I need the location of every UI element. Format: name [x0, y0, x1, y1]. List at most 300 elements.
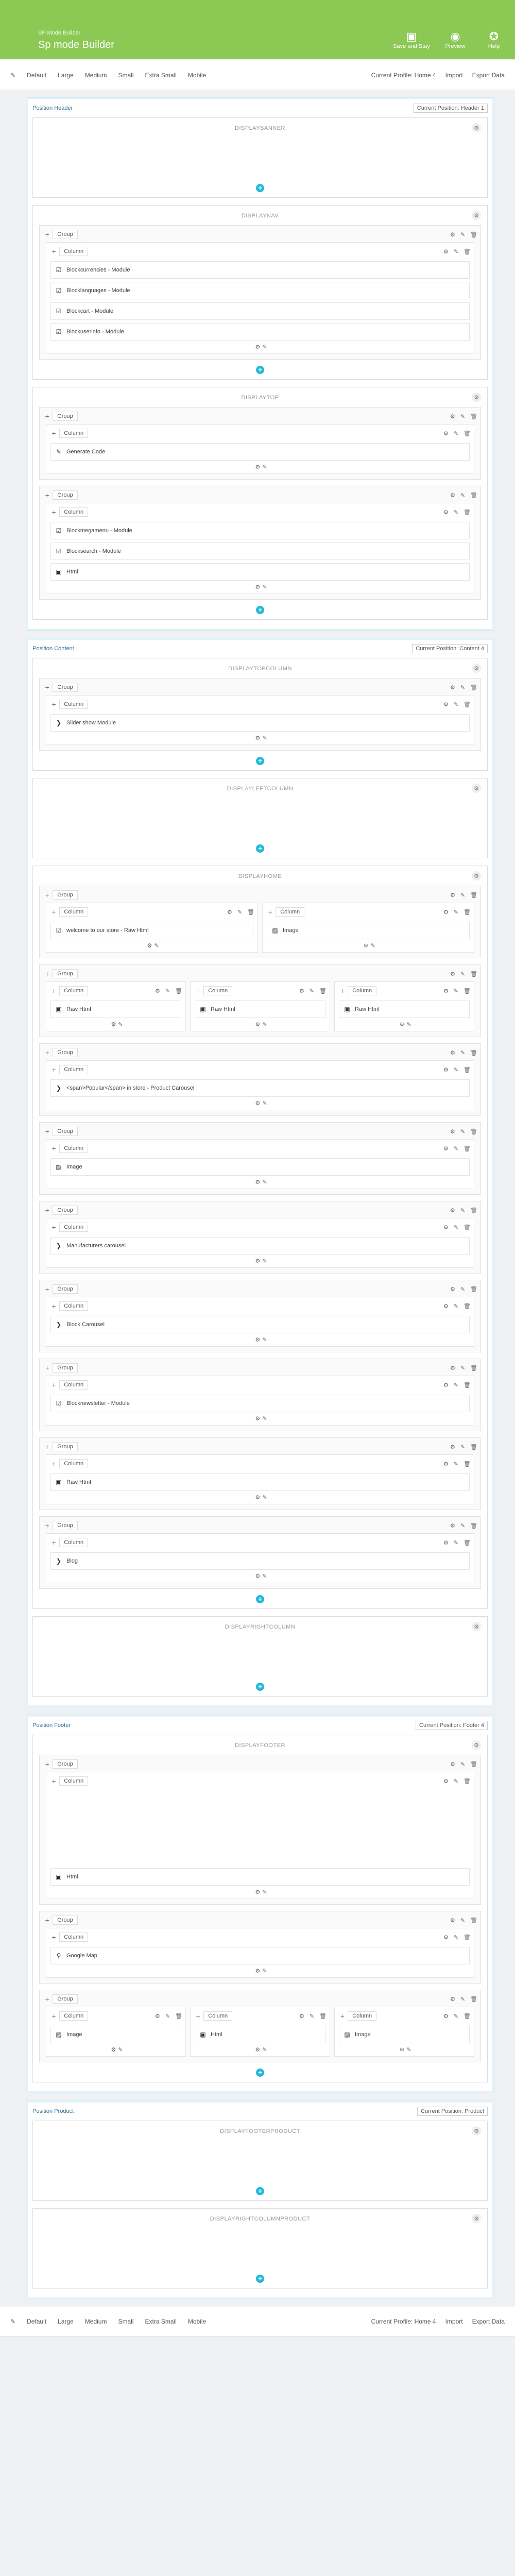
group-dropdown[interactable]: Group	[53, 1363, 78, 1372]
add-column-icon[interactable]: +	[52, 1066, 57, 1073]
module-item[interactable]	[50, 302, 470, 320]
import-button[interactable]: Import	[445, 71, 463, 79]
module-item[interactable]	[50, 1237, 470, 1255]
add-module-icon[interactable]: ⚙	[255, 1968, 261, 1974]
group-gear-icon[interactable]: ⚙	[450, 231, 455, 238]
group-dropdown[interactable]: Group	[53, 683, 78, 692]
add-column-icon[interactable]: +	[340, 2012, 345, 2020]
column-gear-icon[interactable]: ⚙	[443, 1066, 449, 1073]
edit-column-icon[interactable]: ✎	[406, 2046, 411, 2053]
device-large[interactable]: Large	[58, 2317, 74, 2325]
add-group-icon[interactable]: +	[45, 1443, 50, 1450]
add-hook-group-button[interactable]: +	[256, 1683, 264, 1691]
column-gear-icon[interactable]: ⚙	[227, 908, 232, 916]
group-trash-icon[interactable]: 🗑	[470, 684, 477, 691]
module-item[interactable]	[50, 1947, 470, 1964]
column-edit-icon[interactable]: ✎	[453, 987, 459, 994]
group-edit-icon[interactable]: ✎	[460, 492, 466, 499]
add-group-icon[interactable]: +	[45, 970, 50, 977]
group-edit-icon[interactable]: ✎	[460, 1443, 466, 1450]
column-trash-icon[interactable]: 🗑	[464, 1302, 471, 1310]
module-item[interactable]	[50, 1316, 470, 1333]
module-item[interactable]	[50, 1158, 470, 1176]
device-medium[interactable]: Medium	[84, 2317, 107, 2325]
edit-column-icon[interactable]: ✎	[262, 584, 267, 590]
module-item[interactable]	[50, 1473, 470, 1491]
edit-column-icon[interactable]: ✎	[262, 344, 267, 350]
add-column-icon[interactable]: +	[52, 1539, 57, 1546]
position-select[interactable]: Current Position: Product	[417, 2107, 488, 2116]
edit-icon[interactable]: ✎	[10, 2317, 16, 2325]
edit-column-icon[interactable]: ✎	[370, 942, 375, 949]
add-column-icon[interactable]: +	[340, 987, 345, 994]
add-hook-group-button[interactable]: +	[256, 1595, 264, 1603]
group-gear-icon[interactable]: ⚙	[450, 970, 455, 977]
edit-column-icon[interactable]: ✎	[262, 1968, 267, 1974]
add-column-icon[interactable]: +	[52, 908, 57, 916]
add-group-icon[interactable]: +	[45, 1049, 50, 1056]
group-gear-icon[interactable]: ⚙	[450, 1522, 455, 1529]
edit-column-icon[interactable]: ✎	[262, 2046, 267, 2053]
add-column-icon[interactable]: +	[52, 1777, 57, 1785]
group-edit-icon[interactable]: ✎	[460, 1364, 466, 1371]
column-dropdown[interactable]: Column	[59, 1776, 88, 1786]
column-edit-icon[interactable]: ✎	[165, 2012, 170, 2020]
column-dropdown[interactable]: Column	[59, 1144, 88, 1153]
group-gear-icon[interactable]: ⚙	[450, 1760, 455, 1768]
group-trash-icon[interactable]: 🗑	[470, 1128, 477, 1135]
edit-column-icon[interactable]: ✎	[262, 464, 267, 470]
column-edit-icon[interactable]: ✎	[453, 1066, 459, 1073]
module-item[interactable]	[50, 563, 470, 581]
device-medium[interactable]: Medium	[84, 71, 107, 79]
column-trash-icon[interactable]: 🗑	[464, 509, 471, 516]
column-gear-icon[interactable]: ⚙	[443, 1777, 449, 1785]
module-item[interactable]	[50, 1552, 470, 1570]
column-edit-icon[interactable]: ✎	[453, 2012, 459, 2020]
add-column-icon[interactable]: +	[52, 430, 57, 437]
group-edit-icon[interactable]: ✎	[460, 413, 466, 420]
add-hook-group-button[interactable]: +	[256, 757, 264, 765]
position-select[interactable]: Current Position: Header 1	[414, 104, 488, 113]
column-trash-icon[interactable]: 🗑	[464, 1066, 471, 1073]
column-trash-icon[interactable]: 🗑	[464, 2012, 471, 2020]
column-edit-icon[interactable]: ✎	[453, 430, 459, 437]
column-edit-icon[interactable]: ✎	[453, 248, 459, 255]
column-trash-icon[interactable]: 🗑	[464, 1145, 471, 1152]
add-module-icon[interactable]: ⚙	[255, 1021, 261, 1028]
group-edit-icon[interactable]: ✎	[460, 1049, 466, 1056]
add-module-icon[interactable]: ⚙	[255, 1258, 261, 1264]
add-group-icon[interactable]: +	[45, 684, 50, 691]
column-dropdown[interactable]: Column	[59, 700, 88, 709]
save-and-stay-button[interactable]: ▣ Save and Stay	[391, 30, 432, 49]
module-item[interactable]	[50, 261, 470, 279]
group-edit-icon[interactable]: ✎	[460, 684, 466, 691]
group-trash-icon[interactable]: 🗑	[470, 1522, 477, 1529]
add-module-icon[interactable]: ⚙	[255, 1494, 261, 1501]
add-module-icon[interactable]: ⚙	[255, 1415, 261, 1422]
column-edit-icon[interactable]: ✎	[453, 1224, 459, 1231]
column-trash-icon[interactable]: 🗑	[464, 1381, 471, 1388]
device-small[interactable]: Small	[118, 2317, 134, 2325]
column-dropdown[interactable]: Column	[59, 429, 88, 438]
add-module-icon[interactable]: ⚙	[255, 344, 261, 350]
group-dropdown[interactable]: Group	[53, 1759, 78, 1769]
add-module-icon[interactable]: ⚙	[363, 942, 369, 949]
column-trash-icon[interactable]: 🗑	[464, 908, 471, 916]
group-edit-icon[interactable]: ✎	[460, 970, 466, 977]
column-gear-icon[interactable]: ⚙	[443, 1145, 449, 1152]
column-gear-icon[interactable]: ⚙	[443, 1539, 449, 1546]
group-dropdown[interactable]: Group	[53, 412, 78, 421]
group-edit-icon[interactable]: ✎	[460, 231, 466, 238]
column-gear-icon[interactable]: ⚙	[299, 2012, 304, 2020]
hook-settings-icon[interactable]: ⚙	[472, 123, 481, 132]
column-edit-icon[interactable]: ✎	[453, 1934, 459, 1941]
add-hook-group-button[interactable]: +	[256, 606, 264, 614]
column-gear-icon[interactable]: ⚙	[443, 701, 449, 708]
column-edit-icon[interactable]: ✎	[453, 509, 459, 516]
device-mobile[interactable]: Mobile	[187, 71, 207, 79]
group-gear-icon[interactable]: ⚙	[450, 413, 455, 420]
group-trash-icon[interactable]: 🗑	[470, 492, 477, 499]
module-item[interactable]	[339, 1001, 470, 1018]
device-extra-small[interactable]: Extra Small	[145, 71, 177, 79]
group-gear-icon[interactable]: ⚙	[450, 1285, 455, 1293]
module-item[interactable]	[50, 282, 470, 299]
hook-settings-icon[interactable]: ⚙	[472, 664, 481, 673]
add-column-icon[interactable]: +	[52, 1934, 57, 1941]
column-dropdown[interactable]: Column	[203, 2011, 232, 2021]
hook-settings-icon[interactable]: ⚙	[472, 211, 481, 220]
column-dropdown[interactable]: Column	[203, 986, 232, 995]
group-dropdown[interactable]: Group	[53, 1284, 78, 1294]
group-trash-icon[interactable]: 🗑	[470, 1443, 477, 1450]
add-group-icon[interactable]: +	[45, 231, 50, 238]
preview-button[interactable]: ◉ Preview	[435, 30, 475, 49]
add-column-icon[interactable]: +	[52, 1460, 57, 1467]
add-column-icon[interactable]: +	[52, 248, 57, 255]
group-gear-icon[interactable]: ⚙	[450, 1207, 455, 1214]
profile-select[interactable]: Current Profile: Home 4	[371, 71, 436, 79]
column-dropdown[interactable]: Column	[59, 1538, 88, 1547]
add-group-icon[interactable]: +	[45, 1364, 50, 1371]
device-mobile[interactable]: Mobile	[187, 2317, 207, 2325]
device-extra-small[interactable]: Extra Small	[145, 2317, 177, 2325]
import-button[interactable]: Import	[445, 2317, 463, 2325]
edit-column-icon[interactable]: ✎	[262, 1573, 267, 1580]
column-dropdown[interactable]: Column	[59, 2011, 88, 2021]
group-dropdown[interactable]: Group	[53, 230, 78, 239]
module-item[interactable]	[50, 443, 470, 461]
group-gear-icon[interactable]: ⚙	[450, 1995, 455, 2003]
column-edit-icon[interactable]: ✎	[453, 1777, 459, 1785]
module-item[interactable]	[50, 1001, 181, 1018]
add-group-icon[interactable]: +	[45, 1917, 50, 1924]
module-item[interactable]	[267, 922, 470, 939]
device-large[interactable]: Large	[58, 71, 74, 79]
position-select[interactable]: Current Position: Footer 4	[416, 1721, 488, 1730]
group-dropdown[interactable]: Group	[53, 1048, 78, 1057]
group-trash-icon[interactable]: 🗑	[470, 1364, 477, 1371]
device-small[interactable]: Small	[118, 71, 134, 79]
module-item[interactable]	[50, 714, 470, 732]
column-dropdown[interactable]: Column	[59, 507, 88, 517]
add-group-icon[interactable]: +	[45, 1285, 50, 1293]
column-trash-icon[interactable]: 🗑	[464, 1777, 471, 1785]
module-item[interactable]	[195, 1001, 325, 1018]
column-gear-icon[interactable]: ⚙	[443, 1460, 449, 1467]
group-dropdown[interactable]: Group	[53, 1206, 78, 1215]
edit-column-icon[interactable]: ✎	[262, 1258, 267, 1264]
group-dropdown[interactable]: Group	[53, 1521, 78, 1530]
add-group-icon[interactable]: +	[45, 1207, 50, 1214]
column-gear-icon[interactable]: ⚙	[443, 248, 449, 255]
position-select[interactable]: Current Position: Content 4	[412, 644, 488, 653]
column-gear-icon[interactable]: ⚙	[154, 987, 160, 994]
export-button[interactable]: Export Data	[472, 2317, 505, 2325]
add-hook-group-button[interactable]: +	[256, 2069, 264, 2077]
column-trash-icon[interactable]: 🗑	[175, 987, 182, 994]
group-trash-icon[interactable]: 🗑	[470, 1760, 477, 1768]
column-trash-icon[interactable]: 🗑	[464, 1460, 471, 1467]
group-dropdown[interactable]: Group	[53, 1994, 78, 2004]
edit-icon[interactable]: ✎	[10, 71, 16, 79]
export-button[interactable]: Export Data	[472, 71, 505, 79]
group-edit-icon[interactable]: ✎	[460, 891, 466, 899]
edit-column-icon[interactable]: ✎	[262, 1494, 267, 1501]
group-edit-icon[interactable]: ✎	[460, 1917, 466, 1924]
column-edit-icon[interactable]: ✎	[453, 701, 459, 708]
column-gear-icon[interactable]: ⚙	[443, 987, 449, 994]
module-item[interactable]	[50, 1395, 470, 1412]
column-gear-icon[interactable]: ⚙	[443, 1224, 449, 1231]
column-gear-icon[interactable]: ⚙	[443, 1302, 449, 1310]
column-dropdown[interactable]: Column	[276, 907, 304, 917]
add-column-icon[interactable]: +	[52, 1302, 57, 1310]
module-item[interactable]	[50, 1868, 470, 1886]
group-gear-icon[interactable]: ⚙	[450, 684, 455, 691]
group-trash-icon[interactable]: 🗑	[470, 1995, 477, 2003]
column-dropdown[interactable]: Column	[59, 1065, 88, 1074]
column-trash-icon[interactable]: 🗑	[464, 430, 471, 437]
add-group-icon[interactable]: +	[45, 1995, 50, 2003]
group-edit-icon[interactable]: ✎	[460, 1207, 466, 1214]
add-column-icon[interactable]: +	[52, 1145, 57, 1152]
group-gear-icon[interactable]: ⚙	[450, 1917, 455, 1924]
group-edit-icon[interactable]: ✎	[460, 1995, 466, 2003]
add-module-icon[interactable]: ⚙	[255, 1100, 261, 1107]
module-item[interactable]	[195, 2026, 325, 2043]
edit-column-icon[interactable]: ✎	[154, 942, 159, 949]
add-module-icon[interactable]: ⚙	[255, 464, 261, 470]
column-edit-icon[interactable]: ✎	[165, 987, 170, 994]
help-button[interactable]: ✪ Help	[474, 30, 514, 49]
add-module-icon[interactable]: ⚙	[111, 1021, 116, 1028]
device-default[interactable]: Default	[27, 2317, 47, 2325]
device-default[interactable]: Default	[27, 71, 47, 79]
edit-column-icon[interactable]: ✎	[406, 1021, 411, 1028]
column-dropdown[interactable]: Column	[59, 1380, 88, 1389]
hook-settings-icon[interactable]: ⚙	[472, 1622, 481, 1631]
add-module-icon[interactable]: ⚙	[255, 1179, 261, 1185]
edit-column-icon[interactable]: ✎	[262, 735, 267, 741]
column-trash-icon[interactable]: 🗑	[319, 2012, 327, 2020]
add-column-icon[interactable]: +	[196, 2012, 201, 2020]
module-item[interactable]	[50, 543, 470, 560]
add-group-icon[interactable]: +	[45, 1760, 50, 1768]
edit-column-icon[interactable]: ✎	[262, 1336, 267, 1343]
column-dropdown[interactable]: Column	[348, 2011, 376, 2021]
column-gear-icon[interactable]: ⚙	[443, 1934, 449, 1941]
add-column-icon[interactable]: +	[52, 2012, 57, 2020]
group-gear-icon[interactable]: ⚙	[450, 1443, 455, 1450]
group-edit-icon[interactable]: ✎	[460, 1760, 466, 1768]
module-item[interactable]	[50, 922, 253, 939]
column-dropdown[interactable]: Column	[59, 986, 88, 995]
column-dropdown[interactable]: Column	[59, 1933, 88, 1942]
group-edit-icon[interactable]: ✎	[460, 1285, 466, 1293]
add-module-icon[interactable]: ⚙	[255, 735, 261, 741]
column-gear-icon[interactable]: ⚙	[443, 430, 449, 437]
module-item[interactable]	[50, 1079, 470, 1097]
add-module-icon[interactable]: ⚙	[111, 2046, 116, 2053]
add-module-icon[interactable]: ⚙	[147, 942, 152, 949]
group-edit-icon[interactable]: ✎	[460, 1128, 466, 1135]
add-column-icon[interactable]: +	[52, 509, 57, 516]
group-gear-icon[interactable]: ⚙	[450, 1364, 455, 1371]
column-edit-icon[interactable]: ✎	[453, 1460, 459, 1467]
group-gear-icon[interactable]: ⚙	[450, 492, 455, 499]
column-dropdown[interactable]: Column	[59, 1301, 88, 1311]
add-column-icon[interactable]: +	[52, 1224, 57, 1231]
hook-settings-icon[interactable]: ⚙	[472, 784, 481, 793]
add-hook-group-button[interactable]: +	[256, 366, 264, 374]
hook-settings-icon[interactable]: ⚙	[472, 393, 481, 402]
column-edit-icon[interactable]: ✎	[309, 2012, 315, 2020]
edit-column-icon[interactable]: ✎	[118, 2046, 123, 2053]
group-trash-icon[interactable]: 🗑	[470, 1049, 477, 1056]
group-trash-icon[interactable]: 🗑	[470, 970, 477, 977]
add-group-icon[interactable]: +	[45, 413, 50, 420]
group-dropdown[interactable]: Group	[53, 890, 78, 900]
group-trash-icon[interactable]: 🗑	[470, 1285, 477, 1293]
add-column-icon[interactable]: +	[196, 987, 201, 994]
column-dropdown[interactable]: Column	[348, 986, 376, 995]
add-column-icon[interactable]: +	[52, 987, 57, 994]
add-module-icon[interactable]: ⚙	[255, 1573, 261, 1580]
module-item[interactable]	[50, 2026, 181, 2043]
hook-settings-icon[interactable]: ⚙	[472, 871, 481, 880]
add-group-icon[interactable]: +	[45, 492, 50, 499]
add-module-icon[interactable]: ⚙	[399, 2046, 405, 2053]
module-item[interactable]	[50, 323, 470, 341]
add-hook-group-button[interactable]: +	[256, 184, 264, 192]
edit-column-icon[interactable]: ✎	[262, 1415, 267, 1422]
column-gear-icon[interactable]: ⚙	[443, 509, 449, 516]
column-gear-icon[interactable]: ⚙	[443, 908, 449, 916]
column-edit-icon[interactable]: ✎	[453, 1302, 459, 1310]
edit-column-icon[interactable]: ✎	[262, 1021, 267, 1028]
group-gear-icon[interactable]: ⚙	[450, 1049, 455, 1056]
column-edit-icon[interactable]: ✎	[453, 908, 459, 916]
column-gear-icon[interactable]: ⚙	[443, 1381, 449, 1388]
column-trash-icon[interactable]: 🗑	[464, 1539, 471, 1546]
column-gear-icon[interactable]: ⚙	[154, 2012, 160, 2020]
column-dropdown[interactable]: Column	[59, 1223, 88, 1232]
column-trash-icon[interactable]: 🗑	[464, 701, 471, 708]
group-dropdown[interactable]: Group	[53, 969, 78, 978]
add-module-icon[interactable]: ⚙	[255, 2046, 261, 2053]
module-item[interactable]	[50, 522, 470, 539]
group-trash-icon[interactable]: 🗑	[470, 231, 477, 238]
group-dropdown[interactable]: Group	[53, 1127, 78, 1136]
add-group-icon[interactable]: +	[45, 891, 50, 899]
hook-settings-icon[interactable]: ⚙	[472, 1740, 481, 1750]
add-column-icon[interactable]: +	[52, 1381, 57, 1388]
profile-select[interactable]: Current Profile: Home 4	[371, 2317, 436, 2325]
edit-column-icon[interactable]: ✎	[262, 1889, 267, 1895]
column-edit-icon[interactable]: ✎	[453, 1381, 459, 1388]
add-hook-group-button[interactable]: +	[256, 2187, 264, 2195]
add-module-icon[interactable]: ⚙	[255, 584, 261, 590]
add-hook-group-button[interactable]: +	[256, 2275, 264, 2283]
column-trash-icon[interactable]: 🗑	[464, 1934, 471, 1941]
add-module-icon[interactable]: ⚙	[399, 1021, 405, 1028]
column-dropdown[interactable]: Column	[59, 1459, 88, 1468]
group-edit-icon[interactable]: ✎	[460, 1522, 466, 1529]
column-gear-icon[interactable]: ⚙	[443, 2012, 449, 2020]
hook-settings-icon[interactable]: ⚙	[472, 2214, 481, 2223]
column-dropdown[interactable]: Column	[59, 247, 88, 256]
column-edit-icon[interactable]: ✎	[453, 1145, 459, 1152]
group-trash-icon[interactable]: 🗑	[470, 1207, 477, 1214]
add-module-icon[interactable]: ⚙	[255, 1889, 261, 1895]
add-group-icon[interactable]: +	[45, 1522, 50, 1529]
add-module-icon[interactable]: ⚙	[255, 1336, 261, 1343]
column-trash-icon[interactable]: 🗑	[464, 1224, 471, 1231]
column-edit-icon[interactable]: ✎	[237, 908, 243, 916]
column-trash-icon[interactable]: 🗑	[464, 248, 471, 255]
add-column-icon[interactable]: +	[52, 701, 57, 708]
add-group-icon[interactable]: +	[45, 1128, 50, 1135]
group-trash-icon[interactable]: 🗑	[470, 891, 477, 899]
column-gear-icon[interactable]: ⚙	[299, 987, 304, 994]
group-dropdown[interactable]: Group	[53, 490, 78, 500]
module-item[interactable]	[339, 2026, 470, 2043]
column-edit-icon[interactable]: ✎	[453, 1539, 459, 1546]
group-dropdown[interactable]: Group	[53, 1442, 78, 1451]
column-dropdown[interactable]: Column	[59, 907, 88, 917]
column-trash-icon[interactable]: 🗑	[319, 987, 327, 994]
group-dropdown[interactable]: Group	[53, 1916, 78, 1925]
group-trash-icon[interactable]: 🗑	[470, 413, 477, 420]
group-trash-icon[interactable]: 🗑	[470, 1917, 477, 1924]
column-trash-icon[interactable]: 🗑	[175, 2012, 182, 2020]
edit-column-icon[interactable]: ✎	[262, 1179, 267, 1185]
edit-column-icon[interactable]: ✎	[262, 1100, 267, 1107]
hook-settings-icon[interactable]: ⚙	[472, 2126, 481, 2136]
column-edit-icon[interactable]: ✎	[309, 987, 315, 994]
group-gear-icon[interactable]: ⚙	[450, 891, 455, 899]
add-hook-group-button[interactable]: +	[256, 844, 264, 853]
column-trash-icon[interactable]: 🗑	[464, 987, 471, 994]
edit-column-icon[interactable]: ✎	[118, 1021, 123, 1028]
add-column-icon[interactable]: +	[268, 908, 273, 916]
column-trash-icon[interactable]: 🗑	[247, 908, 254, 916]
group-gear-icon[interactable]: ⚙	[450, 1128, 455, 1135]
